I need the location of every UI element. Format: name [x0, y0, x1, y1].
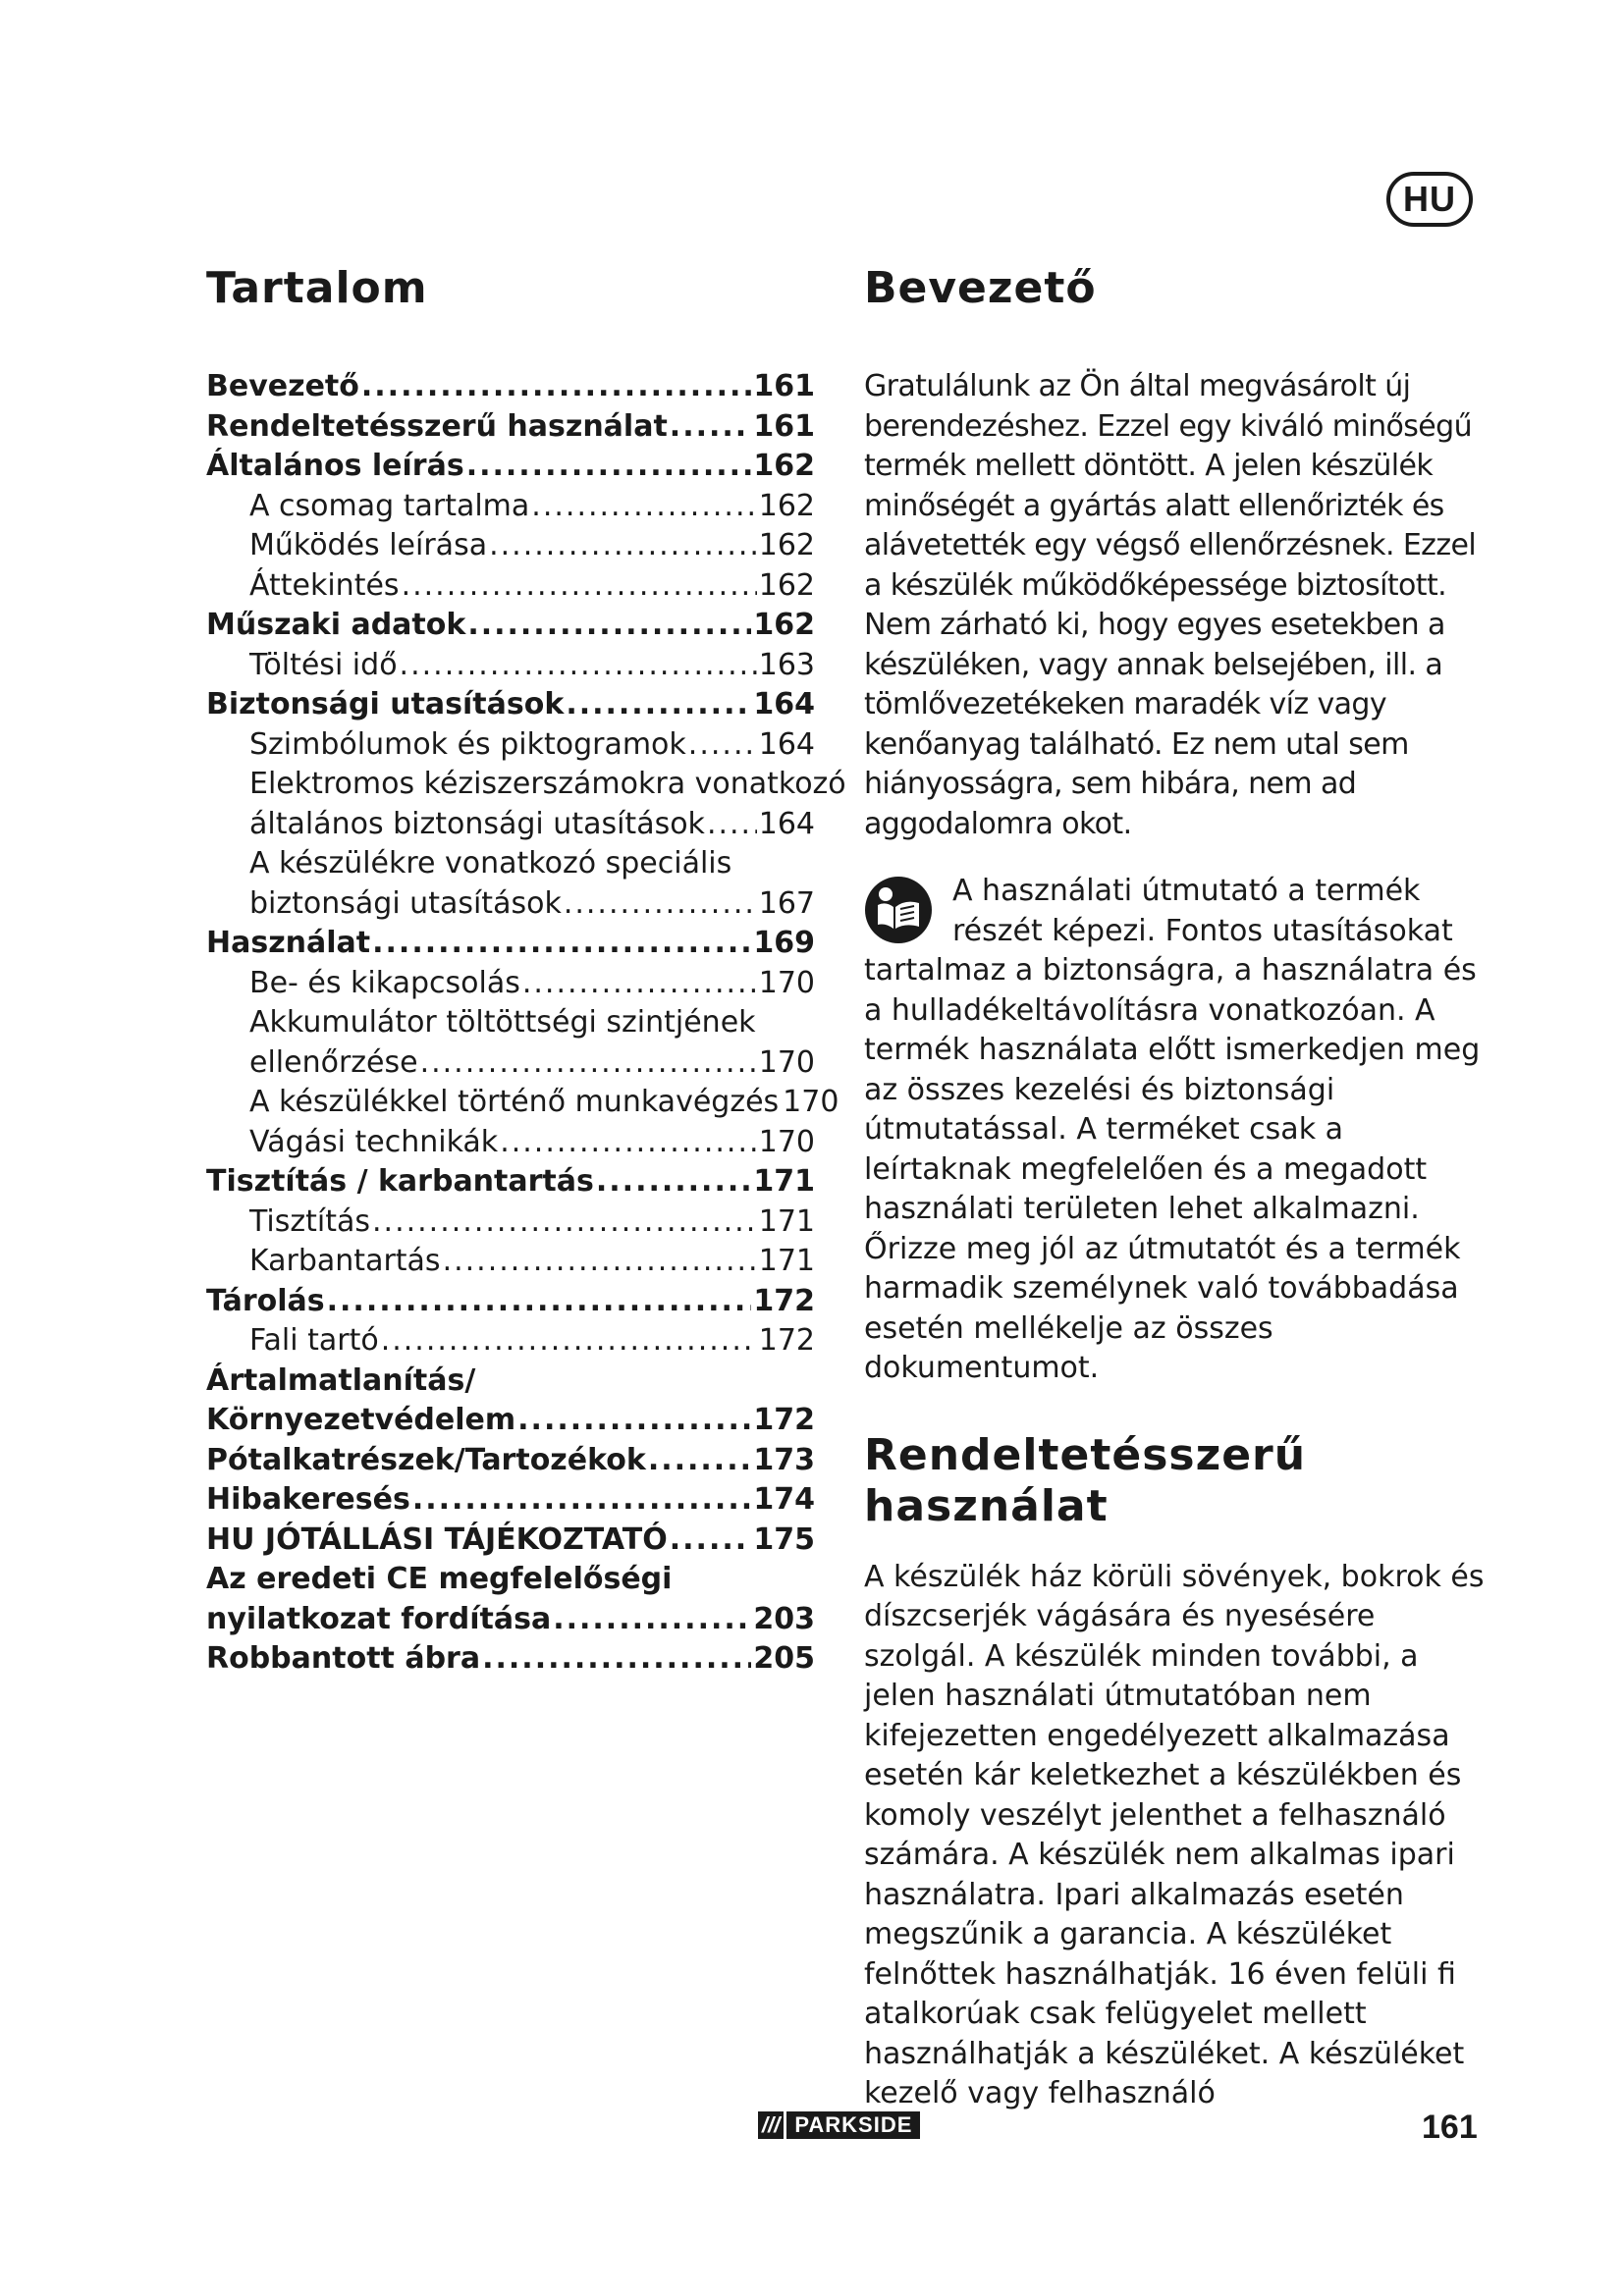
toc-leader-dots — [596, 1162, 752, 1202]
logo-brand: PARKSIDE — [786, 2111, 920, 2139]
toc-entry[interactable] — [206, 1600, 815, 1640]
page-number: 161 — [1422, 2109, 1478, 2146]
toc-leader-dots — [566, 685, 751, 725]
logo-stripes: /// — [758, 2111, 784, 2139]
table-of-contents — [206, 263, 846, 1680]
toc-leader-dots — [327, 1282, 752, 1322]
toc-title: Tartalom — [206, 263, 428, 313]
toc-entry-title: A készülékkel történő munkavégzés — [249, 1085, 780, 1120]
toc-leader-dots — [372, 924, 751, 964]
toc-entry-title: biztonsági utasítások — [249, 885, 562, 921]
toc-entry-page: 174 — [753, 1482, 815, 1518]
toc-entry[interactable] — [206, 407, 815, 448]
toc-leader-dots — [531, 487, 756, 527]
toc-entry[interactable] — [206, 367, 815, 407]
toc-entry-title: Hibakeresés — [206, 1482, 410, 1518]
toc-entry-page: 162 — [758, 488, 815, 523]
toc-entry-title: Tárolás — [206, 1283, 325, 1318]
toc-entry-title: Töltési idő — [249, 647, 398, 682]
toc-entry-page: 172 — [753, 1403, 815, 1438]
toc-leader-dots — [412, 1480, 752, 1521]
toc-leader-dots — [372, 1202, 757, 1243]
intro-title: Bevezető — [864, 263, 1097, 313]
toc-entry-title: Működés leírása — [249, 528, 488, 563]
toc-entry[interactable] — [206, 606, 815, 646]
toc-leader-dots — [707, 805, 757, 845]
toc-entry-title: Használat — [206, 926, 371, 961]
toc-entry-page: 162 — [753, 449, 815, 484]
toc-entry-line[interactable]: A készülékre vonatkozó speciális — [249, 846, 732, 881]
toc-entry-page: 171 — [758, 1244, 815, 1279]
toc-entry-page: 169 — [753, 926, 815, 961]
read-manual-icon — [864, 876, 933, 944]
toc-entry-title: HU JÓTÁLLÁSI TÁJÉKOZTATÓ — [206, 1522, 668, 1557]
toc-leader-dots — [381, 1321, 757, 1362]
usage-title-line1: Rendeltetésszerű — [864, 1429, 1307, 1480]
toc-entry-page: 162 — [753, 608, 815, 643]
toc-entry-title: Bevezető — [206, 369, 359, 404]
toc-entry[interactable] — [206, 1083, 839, 1123]
toc-leader-dots — [489, 526, 757, 566]
toc-entry[interactable] — [206, 1202, 815, 1243]
toc-entry-title: Tisztítás — [249, 1203, 370, 1239]
parkside-logo — [758, 2110, 920, 2140]
toc-leader-dots — [482, 1639, 751, 1680]
toc-entry-title: Vágási technikák — [249, 1124, 499, 1159]
toc-leader-dots — [361, 367, 752, 407]
toc-entry-page: 162 — [758, 528, 815, 563]
toc-entry[interactable] — [206, 884, 815, 925]
toc-entry-title: Műszaki adatok — [206, 608, 466, 643]
toc-entry[interactable] — [206, 725, 815, 766]
toc-entry-title: A csomag tartalma — [249, 488, 530, 523]
toc-entry-page: 171 — [758, 1203, 815, 1239]
toc-entry-line[interactable]: Akkumulátor töltöttségi szintjének — [249, 1005, 756, 1041]
toc-entry[interactable] — [206, 1282, 815, 1322]
toc-leader-dots — [688, 725, 757, 766]
toc-leader-dots — [467, 606, 751, 646]
toc-leader-dots — [420, 1043, 757, 1084]
toc-leader-dots — [402, 566, 757, 607]
toc-leader-dots — [670, 407, 752, 448]
toc-entry[interactable] — [206, 924, 815, 964]
toc-entry-title: Fali tartó — [249, 1323, 379, 1359]
toc-entry-title: Karbantartás — [249, 1244, 441, 1279]
toc-entry[interactable] — [206, 1441, 815, 1481]
usage-title-line2: használat — [864, 1480, 1109, 1531]
toc-entry-page: 173 — [753, 1442, 815, 1477]
manual-notice — [864, 872, 1492, 1389]
toc-entry[interactable] — [206, 1242, 815, 1282]
toc-entry-page: 172 — [753, 1283, 815, 1318]
toc-leader-dots — [400, 646, 757, 686]
intro-text: Gratulálunk az Ön által megvásárolt új berendezéshez. Ezzel egy kiváló minőségű termék mellett döntött. A jelen készülék minőségét a gyártás alatt ellenőrizték és alávetették egy végső ellenőrzésnek. Ezzel a készülék működőképessége biztosított. Nem zárható ki, hogy egyes esetekben a készüléken, vagy annak belsejében, ill. a tömlővezetékeken maradék víz vagy kenőanyag található. Ez nem utal sem hiányosságra, sem hibára, nem ad aggodalomra okot. — [864, 369, 1477, 841]
toc-entry-line[interactable]: Az eredeti CE megfelelőségi — [206, 1562, 673, 1597]
toc-entry-page: 172 — [758, 1323, 815, 1359]
toc-entry-page: 164 — [758, 806, 815, 841]
toc-leader-dots — [517, 1401, 751, 1441]
toc-entry[interactable] — [206, 1321, 815, 1362]
usage-title — [864, 1430, 1492, 1532]
toc-list — [206, 367, 846, 1680]
toc-entry-page: 161 — [753, 369, 815, 404]
content-column — [864, 265, 1492, 2114]
toc-entry-title: Tisztítás / karbantartás — [206, 1164, 594, 1200]
toc-entry-title: általános biztonsági utasítások — [249, 806, 705, 841]
toc-entry-title: Szimbólumok és piktogramok — [249, 726, 686, 762]
toc-entry-title: Robbantott ábra — [206, 1641, 481, 1677]
toc-leader-dots — [500, 1123, 757, 1163]
toc-entry-page: 170 — [758, 1044, 815, 1080]
toc-leader-dots — [553, 1600, 751, 1640]
toc-entry-page: 171 — [753, 1164, 815, 1200]
usage-text: A készülék ház körüli sövények, bokrok és díszcserjék vágására és nyesésére szolgál. A készülék minden további, a jelen használati útmutatóban nem kifejezetten engedélyezett alkalmazása esetén kár keletkezhet a készülékben és komoly veszélyt jelenthet a felhasználó számára. A készülék nem alkalmas ipari használatra. Ipari alkalmazás esetén megszűnik a garancia. A készüléket felnőttek használhatják. 16 éven felüli fi atalkorúak csak felügyelet mellett használhatják a készüléket. A készüléket kezelő vagy felhasználó — [864, 1559, 1485, 2111]
toc-entry[interactable] — [206, 805, 815, 845]
toc-leader-dots — [443, 1242, 757, 1282]
notice-text: A használati útmutató a termék részét képezi. Fontos utasításokat tartalmaz a biztonságra, a használatra és a hulladékeltávolításra vonatkozóan. A termék használata előtt ismerkedjen meg az összes kezelési és biztonsági útmutatással. A terméket csak a leírtaknak megfelelően és a megadott használati területen lehet alkalmazni. Őrizze meg jól az útmutatót és a termék harmadik személynek való továbbadása esetén mellékelje az összes dokumentumot. — [864, 874, 1481, 1386]
toc-entry-title: Áttekintés — [249, 567, 400, 603]
toc-entry[interactable] — [206, 964, 815, 1004]
toc-entry[interactable] — [206, 685, 815, 725]
toc-entry[interactable] — [206, 1480, 815, 1521]
toc-entry-page: 170 — [758, 965, 815, 1000]
toc-entry[interactable] — [206, 1162, 815, 1202]
toc-entry-title: Rendeltetésszerű használat — [206, 408, 668, 444]
toc-entry-title: nyilatkozat fordítása — [206, 1601, 552, 1636]
toc-entry[interactable] — [206, 1123, 815, 1163]
toc-entry-page: 164 — [753, 687, 815, 722]
toc-leader-dots — [670, 1521, 752, 1561]
toc-entry-line[interactable]: Elektromos kéziszerszámokra vonatkozó — [249, 767, 846, 802]
toc-entry[interactable] — [206, 447, 815, 487]
toc-entry-page: 170 — [783, 1085, 839, 1120]
toc-leader-dots — [522, 964, 757, 1004]
toc-entry-page: 170 — [758, 1124, 815, 1159]
toc-entry-page: 163 — [758, 647, 815, 682]
toc-entry-page: 203 — [753, 1601, 815, 1636]
toc-entry-title: ellenőrzése — [249, 1044, 418, 1080]
toc-entry-title: Általános leírás — [206, 449, 464, 484]
toc-entry-title: Be- és kikapcsolás — [249, 965, 520, 1000]
toc-entry-title: Biztonsági utasítások — [206, 687, 565, 722]
toc-entry-title: Pótalkatrészek/Tartozékok — [206, 1442, 646, 1477]
toc-entry-page: 175 — [753, 1522, 815, 1557]
toc-entry-page: 205 — [753, 1641, 815, 1677]
toc-entry-title: Környezetvédelem — [206, 1403, 516, 1438]
toc-leader-dots — [564, 884, 757, 925]
toc-entry[interactable] — [206, 566, 815, 607]
toc-entry-page: 162 — [758, 567, 815, 603]
toc-entry[interactable] — [206, 1521, 815, 1561]
toc-leader-dots — [648, 1441, 752, 1481]
toc-entry-page: 161 — [753, 408, 815, 444]
language-badge: HU — [1386, 172, 1473, 227]
toc-entry[interactable] — [206, 1043, 815, 1084]
toc-entry[interactable] — [206, 487, 815, 527]
toc-entry[interactable] — [206, 1401, 815, 1441]
toc-entry-page: 164 — [758, 726, 815, 762]
toc-entry[interactable] — [206, 1639, 815, 1680]
toc-entry-page: 167 — [758, 885, 815, 921]
toc-entry-line[interactable]: Ártalmatlanítás/ — [206, 1362, 476, 1398]
toc-leader-dots — [466, 447, 752, 487]
toc-entry[interactable] — [206, 526, 815, 566]
toc-entry[interactable] — [206, 646, 815, 686]
